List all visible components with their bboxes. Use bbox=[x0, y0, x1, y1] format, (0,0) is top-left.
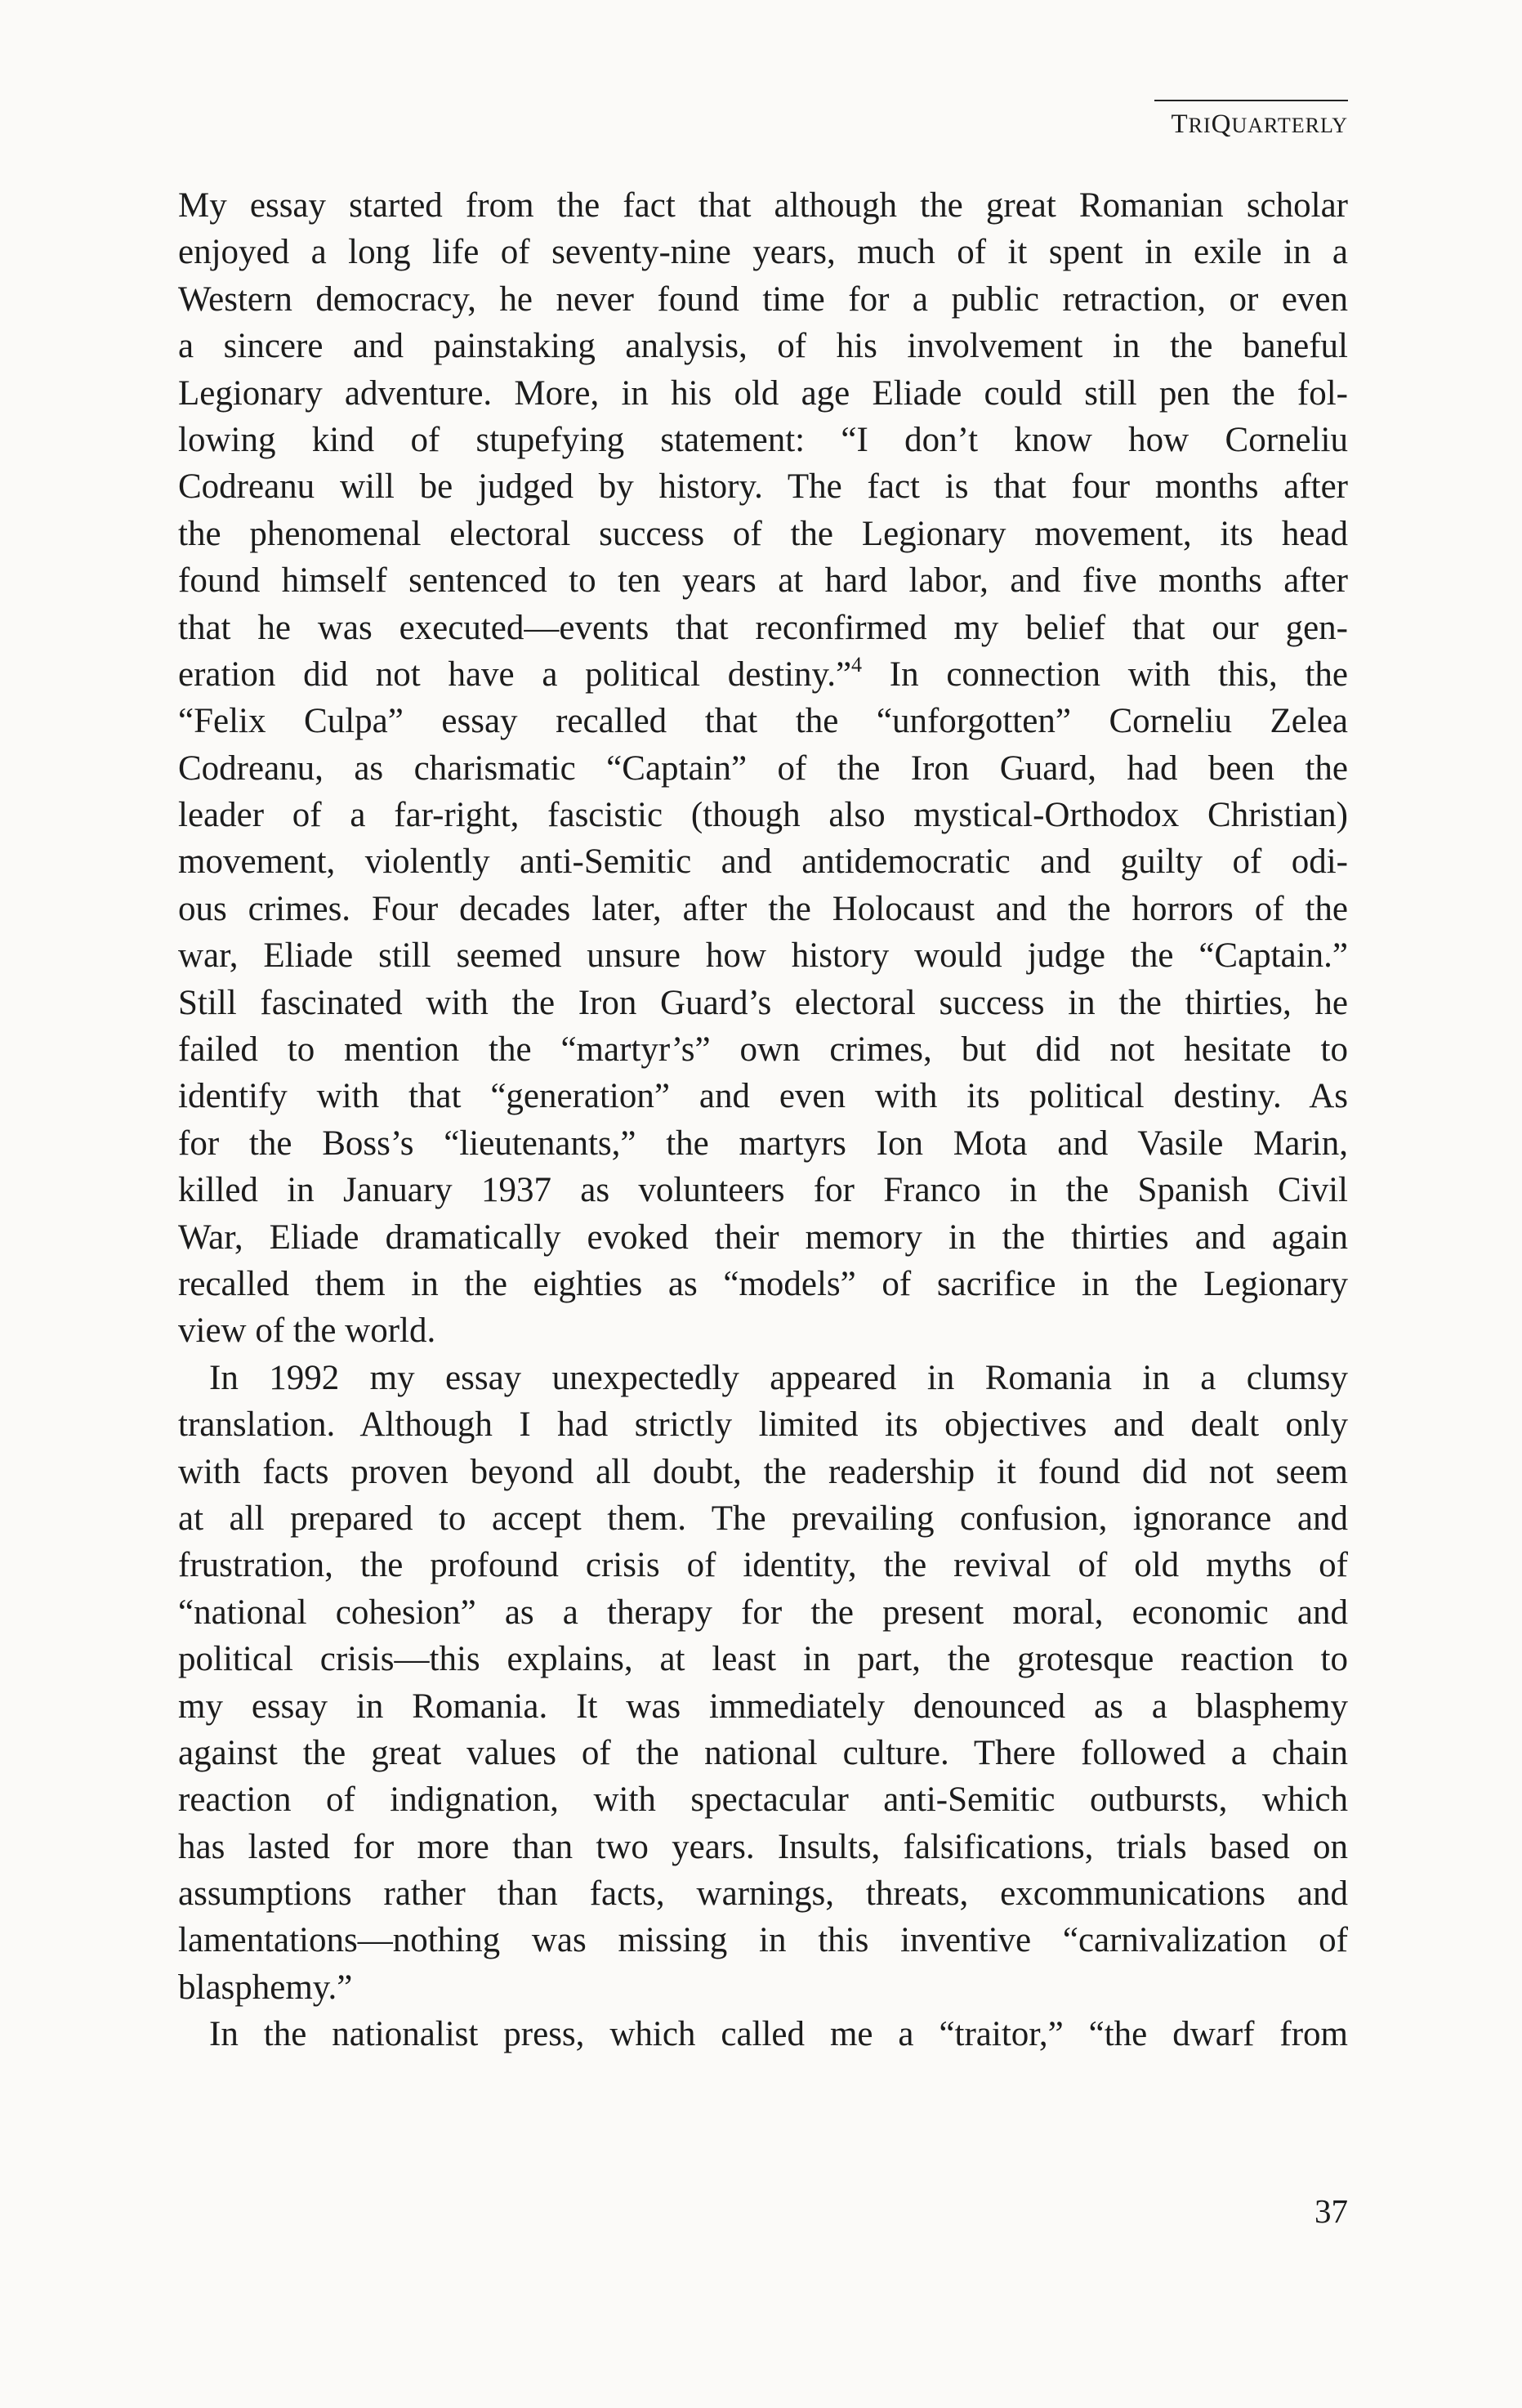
running-head-initial-t: T bbox=[1171, 109, 1189, 139]
text-line: translation. Although I had strictly limited its objectives and dealt only bbox=[178, 1405, 1348, 1445]
text-line: War, Eliade dramatically evoked their memory in the thirties and again bbox=[178, 1217, 1348, 1257]
text-line: the phenomenal electoral success of the Legionary movement, its head bbox=[178, 514, 1348, 553]
page-number: 37 bbox=[1314, 2192, 1348, 2230]
footnote-marker: 4 bbox=[851, 652, 863, 677]
text-line: reaction of indignation, with spectacular anti-Semitic outbursts, which bbox=[178, 1780, 1348, 1820]
text-line: Codreanu, as charismatic “Captain” of the Iron Guard, had been the bbox=[178, 748, 1348, 788]
text-line: against the great values of the national culture. There followed a chain bbox=[178, 1733, 1348, 1772]
text-line: Legionary adventure. More, in his old age Eliade could still pen the fol- bbox=[178, 373, 1348, 413]
running-head-small-rest: UARTERLY bbox=[1231, 114, 1348, 137]
text-line: enjoyed a long life of seventy-nine years, much of it spent in exile in a bbox=[178, 233, 1348, 272]
text-line: with facts proven beyond all doubt, the readership it found did not seem bbox=[178, 1452, 1348, 1491]
text-line: my essay in Romania. It was immediately denounced as a blasphemy bbox=[178, 1686, 1348, 1726]
running-head-initial-q: Q bbox=[1211, 109, 1232, 139]
text-line: that he was executed—events that reconfirmed my belief that our gen- bbox=[178, 608, 1348, 647]
running-head-small-ri: RI bbox=[1188, 114, 1212, 137]
connection-text: In connection with this, the bbox=[889, 654, 1349, 694]
text-line: frustration, the profound crisis of identity, the revival of old myths of bbox=[178, 1546, 1348, 1585]
text-line: found himself sentenced to ten years at hard labor, and five months after bbox=[178, 561, 1348, 601]
text-line: lamentations—nothing was missing in this inventive “carnivalization of bbox=[178, 1921, 1348, 1960]
text-line: Western democracy, he never found time for a public retraction, or even bbox=[178, 279, 1348, 319]
paragraph-first-line: In the nationalist press, which called me a “traitor,” “the dwarf from bbox=[209, 2015, 1348, 2054]
text-line: “Felix Culpa” essay recalled that the “unforgotten” Corneliu Zelea bbox=[178, 702, 1348, 741]
text-line: movement, violently anti-Semitic and antidemocratic and guilty of odi- bbox=[178, 842, 1348, 882]
text-line: leader of a far-right, fascistic (though also mystical-Orthodox Christian) bbox=[178, 796, 1348, 835]
paragraph-end-line: blasphemy.” bbox=[178, 1968, 353, 2007]
text-line: ous crimes. Four decades later, after the Holocaust and the horrors of the bbox=[178, 889, 1348, 928]
text-line: recalled them in the eighties as “models” of sacrifice in the Legionary bbox=[178, 1264, 1348, 1303]
running-head bbox=[1154, 100, 1348, 138]
body-text bbox=[178, 182, 1348, 2058]
text-line: killed in January 1937 as volunteers for Franco in the Spanish Civil bbox=[178, 1171, 1348, 1210]
text-line: at all prepared to accept them. The prevailing confusion, ignorance and bbox=[178, 1499, 1348, 1538]
text-line: for the Boss’s “lieutenants,” the martyrs Ion Mota and Vasile Marin, bbox=[178, 1124, 1348, 1163]
text-line: has lasted for more than two years. Insults, falsifications, trials based on bbox=[178, 1827, 1348, 1866]
text-line: Codreanu will be judged by history. The fact is that four months after bbox=[178, 467, 1348, 507]
text-line-with-footnote bbox=[178, 651, 1348, 698]
text-line: Still fascinated with the Iron Guard’s electoral success in the thirties, he bbox=[178, 983, 1348, 1022]
paragraph-first-line: In 1992 my essay unexpectedly appeared in Romania in a clumsy bbox=[209, 1358, 1348, 1397]
text-line: assumptions rather than facts, warnings, threats, excommunications and bbox=[178, 1874, 1348, 1914]
paragraph-end-line: view of the world. bbox=[178, 1311, 436, 1351]
text-line: political crisis—this explains, at least in part, the grotesque reaction to bbox=[178, 1640, 1348, 1679]
text-line: a sincere and painstaking analysis, of his involvement in the baneful bbox=[178, 327, 1348, 366]
quote-end-text: eration did not have a political destiny.” bbox=[178, 654, 852, 694]
text-line: lowing kind of stupefying statement: “I don’t know how Corneliu bbox=[178, 420, 1348, 459]
text-line: identify with that “generation” and even with its political destiny. As bbox=[178, 1077, 1348, 1116]
text-line: “national cohesion” as a therapy for the present moral, economic and bbox=[178, 1593, 1348, 1632]
text-line: war, Eliade still seemed unsure how history would judge the “Captain.” bbox=[178, 936, 1348, 976]
text-line: My essay started from the fact that although the great Romanian scholar bbox=[178, 186, 1348, 225]
text-line: failed to mention the “martyr’s” own crimes, but did not hesitate to bbox=[178, 1030, 1348, 1070]
